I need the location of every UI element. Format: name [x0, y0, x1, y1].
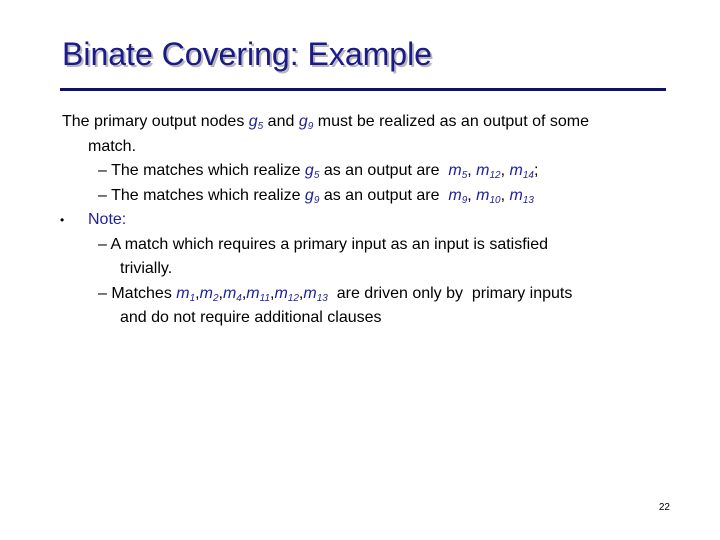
subscript: 10	[489, 194, 501, 206]
text: and do not require additional clauses	[120, 309, 382, 326]
subscript: 5	[313, 170, 320, 181]
text: must be realized as an output of some	[313, 113, 590, 130]
text: The primary output nodes	[62, 113, 249, 130]
sub-item	[98, 184, 534, 209]
var-m: m	[448, 186, 462, 204]
separator: ,	[500, 162, 510, 179]
sub-item	[98, 282, 572, 307]
text: The matches which realize	[106, 186, 305, 204]
text: as an output are	[319, 186, 444, 204]
text: ;	[533, 162, 539, 179]
separator: ,	[195, 284, 200, 302]
text: and	[263, 113, 299, 130]
var-m: m	[509, 162, 523, 179]
sub-item	[98, 159, 538, 184]
var-g: g	[304, 186, 314, 204]
dash-marker: –	[98, 162, 107, 179]
var-m: m	[222, 284, 237, 302]
dash-marker: –	[98, 235, 107, 253]
var-m: m	[509, 186, 523, 204]
separator: ,	[500, 186, 510, 204]
sub-item	[98, 233, 548, 258]
subscript: 9	[307, 121, 314, 132]
bullet-item	[60, 208, 64, 233]
subscript: 14	[522, 170, 534, 181]
title-underline	[60, 88, 666, 91]
text: are driven only by primary inputs	[327, 284, 573, 302]
text: trivially.	[120, 260, 173, 277]
var-m: m	[476, 186, 490, 204]
var-g: g	[304, 162, 314, 179]
note-label: Note:	[88, 211, 127, 228]
var-m: m	[246, 284, 260, 302]
separator: ,	[298, 284, 304, 302]
paragraph-line	[62, 110, 589, 135]
sub-item-continuation	[120, 306, 382, 331]
subscript: 11	[259, 292, 271, 304]
page-number: 22	[658, 502, 670, 513]
separator: ,	[467, 162, 477, 179]
var-g: g	[248, 113, 258, 130]
subscript: 5	[257, 121, 264, 132]
text: as an output are	[319, 162, 444, 179]
subscript: 5	[461, 170, 468, 181]
subscript: 1	[189, 292, 196, 304]
subscript: 4	[236, 292, 242, 304]
var-g: g	[298, 113, 308, 130]
var-m: m	[476, 162, 490, 179]
text: match.	[88, 137, 137, 155]
separator: ,	[218, 284, 223, 302]
subscript: 13	[316, 292, 328, 304]
text: A match which requires a primary input as an input is satisfied	[106, 235, 549, 253]
var-m: m	[199, 284, 213, 302]
subscript: 2	[212, 292, 219, 304]
var-m: m	[303, 284, 317, 302]
separator: ,	[467, 186, 477, 204]
var-m: m	[274, 284, 288, 302]
var-m: m	[176, 284, 190, 302]
dash-marker: –	[98, 284, 107, 302]
subscript: 13	[522, 194, 534, 206]
var-m: m	[448, 162, 462, 179]
separator: ,	[241, 284, 247, 302]
subscript: 12	[287, 292, 299, 304]
bullet-item-label	[88, 208, 126, 233]
separator: ,	[270, 284, 275, 302]
subscript: 12	[489, 170, 501, 181]
text: Matches	[106, 284, 177, 302]
paragraph-line	[88, 135, 136, 160]
text: The matches which realize	[106, 162, 305, 179]
subscript: 9	[461, 194, 468, 206]
bullet-marker: •	[60, 213, 65, 227]
dash-marker: –	[98, 186, 107, 204]
sub-item-continuation	[120, 257, 172, 282]
slide-title: Binate Covering: Example	[62, 36, 432, 72]
subscript: 9	[313, 194, 320, 206]
